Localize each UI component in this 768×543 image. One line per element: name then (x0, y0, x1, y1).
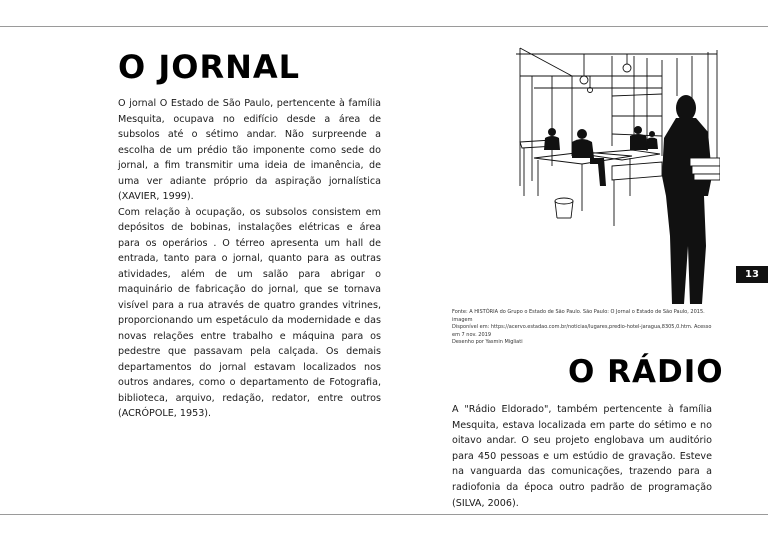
section-title-radio: O RÁDIO (568, 354, 724, 390)
radio-paragraph: A "Rádio Eldorado", também pertencente à família Mesquita, estava localizada em parte do sétimo e no oitavo andar. O seu projeto englobava um auditório para 450 pessoas e um estúdio de gravação. Esteve na vanguarda das comunicações, trazendo para a radiofonia da época outro padrão de programação (SILVA, 2006). (452, 404, 712, 509)
caption-source: Fonte: A HISTÓRIA do Grupo o Estado de São Paulo. São Paulo: O Jornal o Estado de São Paulo, 2015. imagem (452, 309, 705, 323)
jornal-body-text (118, 96, 381, 422)
top-rule (0, 26, 768, 27)
radio-body-text (452, 402, 712, 511)
page-number: 13 (736, 266, 768, 283)
caption-availability: Disponível em: https://acervo.estadao.com.br/noticias/lugares,predio-hotel-jaragua,8305,0.htm. Acesso em 7 nov. 2019 (452, 324, 712, 338)
newsroom-illustration (512, 46, 720, 306)
figure-caption (452, 309, 714, 347)
jornal-paragraph-2: Com relação à ocupação, os subsolos consistem em depósitos de bobinas, instalações elétricas e área para os operários . O térreo apresenta um hall de entrada, tanto para o jornal, quanto para as outras atividades, além de um salão para abrigar o maquinário de fabricação do jornal, que se tornava visível para a rua através de quatro grandes vitrines, proporcionando um espetáculo da modernidade e das novas relações entre trabalho e máquina para os pedestre que passavam pela calçada. Os demais departamentos do jornal estavam localizados nos outros andares, como o departamento de Fotografia, biblioteca, arquivo, redação, redator, entre outros (ACRÓPOLE, 1953). (118, 206, 381, 419)
bottom-rule (0, 514, 768, 515)
section-title-jornal: O JORNAL (118, 48, 301, 86)
caption-credit: Desenho por Yasmin Migliati (452, 339, 523, 346)
jornal-paragraph-1: O jornal O Estado de São Paulo, pertencente à família Mesquita, ocupava no edifício desde a área de subsolos até o sétimo andar. Não surpreende a escolha de um prédio tão imponente como sede do jornal, a fim transmitir uma ideia de imanência, de uma ver adiante próprio da aspiração jornalística (XAVIER, 1999). (118, 98, 381, 202)
